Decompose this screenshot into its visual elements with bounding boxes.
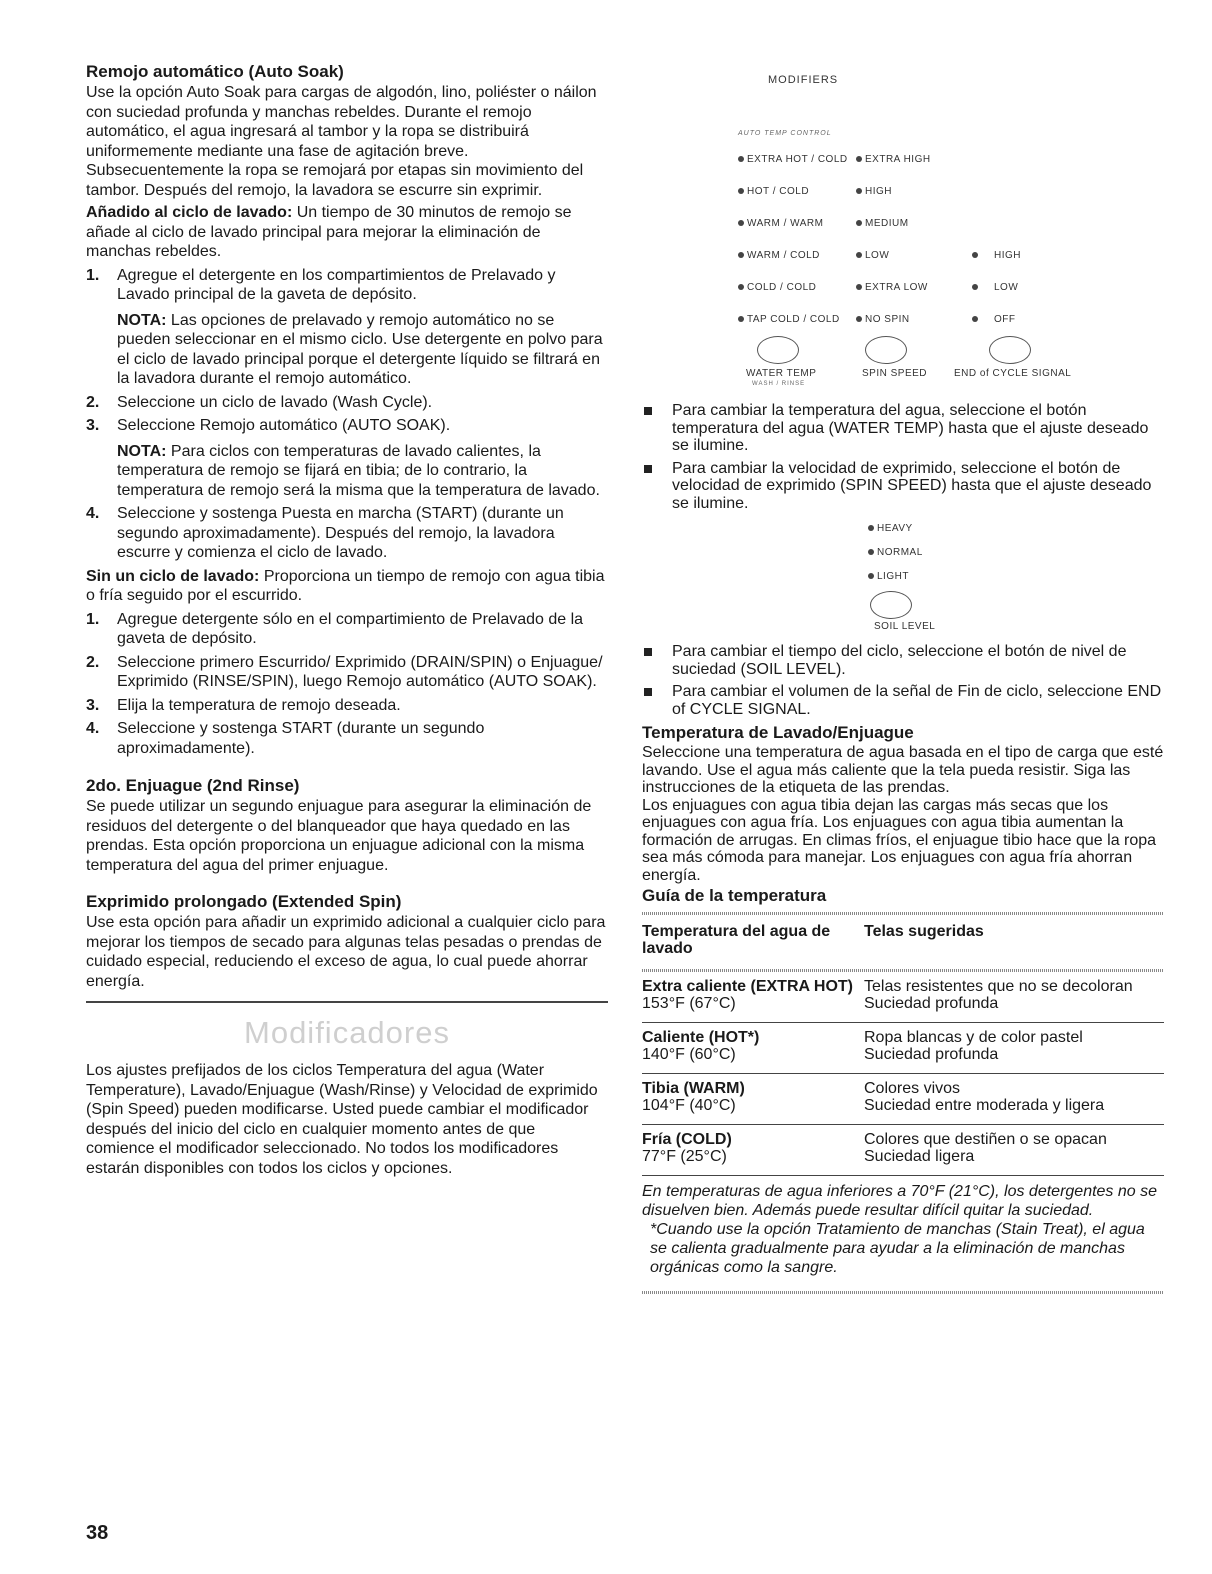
indicator-light [972,252,978,258]
without-cycle-steps [86,610,608,759]
note-text: Para ciclos con temperaturas de lavado calientes, la temperatura de remojo se fijará en tibia; de lo contrario, la temperatura de remojo será la misma que la temperatura de lavado. [117,442,600,499]
modifiers-control-panel [642,62,1164,402]
step-text: Seleccione primero Escurrido/ Exprimido (DRAIN/SPIN) o Enjuague/ Exprimido (RINSE/SPIN), luego Remojo automático (AUTO SOAK). [117,653,603,690]
soil-text: Suciedad ligera [864,1148,975,1165]
step-text: Seleccione un ciclo de lavado (Wash Cycle). [117,393,433,411]
soil-level-panel [642,517,1164,637]
soil-text: Suciedad profunda [864,995,999,1012]
step-text: Agregue el detergente en los compartimientos de Prelavado y Lavado principal de la gaveta de depósito. [117,266,556,303]
spin-option: MEDIUM [856,218,909,229]
table-row [642,1074,1164,1124]
second-rinse-title: 2do. Enjuague (2nd Rinse) [86,776,300,795]
fabric-text: Colores vivos [864,1080,961,1097]
temp-value: 153°F (67°C) [642,995,736,1012]
page-number: 38 [86,1522,109,1544]
header-col-temperature: Temperatura del agua de lavado [642,923,831,957]
fabric-text: Ropa blancas y de color pastel [864,1029,1083,1046]
temp-name: Extra caliente (EXTRA HOT) [642,978,854,995]
list-item [86,416,608,500]
modifiers-heading: Modificadores [244,1015,450,1050]
water-temp-option: TAP COLD / COLD [738,314,840,325]
water-temp-option: WARM / WARM [738,218,823,229]
list-item [86,393,608,413]
modifiers-body: Los ajustes prefijados de los ciclos Temperatura del agua (Water Temperature), Lavado/Enjuague (Wash/Rinse) y Velocidad de exprimido (Spin Speed) pueden modificarse. Usted puede cambiar el modificador después del inicio del ciclo en cualquier momento antes de que comience el modificador seleccionado. No todos los modificadores estarán disponibles con todos los ciclos y opciones. [86,1062,598,1177]
indicator-light [856,252,862,258]
spin-option: LOW [856,250,889,261]
step-number: 3. [86,696,100,714]
spin-option: NO SPIN [856,314,910,325]
indicator-light [856,316,862,322]
table-divider [642,1175,1164,1176]
list-item: Para cambiar el tiempo del ciclo, seleccione el botón de nivel de suciedad (SOIL LEVEL). [642,643,1164,678]
step-number: 2. [86,653,100,671]
header-col-fabrics: Telas sugeridas [864,923,984,940]
soil-text: Suciedad entre moderada y ligera [864,1097,1105,1114]
list-item [86,719,608,758]
water-temp-option: WARM / COLD [738,250,820,261]
list-item: Para cambiar la velocidad de exprimido, seleccione el botón de velocidad de exprimido (SPIN SPEED) hasta que el ajuste deseado se ilumine. [642,460,1164,513]
spin-option: HIGH [856,186,892,197]
water-temp-button[interactable] [757,336,799,364]
soil-option: HEAVY [868,523,913,534]
auto-temp-label: AUTO TEMP CONTROL [738,130,832,137]
indicator-light [738,156,744,162]
spin-option: EXTRA HIGH [856,154,931,165]
extended-spin-body: Use esta opción para añadir un exprimido adicional a cualquier ciclo para mejorar los tiempos de secado para algunas telas pesadas o prendas de cuidado especial, reduciendo el exceso de agua, lo cual puede ahorrar energía. [86,914,606,990]
indicator-light [972,284,978,290]
without-cycle-paragraph [86,567,608,606]
indicator-light [738,316,744,322]
spin-speed-button[interactable] [865,336,907,364]
table-row [642,1125,1164,1175]
note-lead: NOTA: [117,442,167,460]
wash-temp-paragraph: Los enjuagues con agua tibia dejan las cargas más secas que los enjuagues con agua fría. Los enjuagues con agua tibia aumentan la formación de arrugas. En climas fríos, el enjuague tibio hace que la ropa sea más cómoda para manejar. Los enjuagues con agua fría ahorran energía. [642,796,1157,884]
step-text: Elija la temperatura de remojo deseada. [117,696,401,714]
step-number: 4. [86,720,100,737]
list-item [86,696,608,716]
step-text: Agregue detergente sólo en el compartimiento de Prelavado de la gaveta de depósito. [117,610,584,647]
end-of-cycle-signal-label: END of CYCLE SIGNAL [954,368,1072,379]
list-item [86,504,608,563]
table-divider [642,1291,1164,1294]
added-cycle-text: Un tiempo de 30 minutos de remojo se añade al ciclo de lavado principal para mejorar la eliminación de manchas rebeldes. [86,204,572,260]
spin-speed-label: SPIN SPEED [862,368,928,379]
step-number: 2. [86,393,100,411]
temperature-note: En temperaturas de agua inferiores a 70°F (21°C), los detergentes no se disuelven bien. Además puede resultar difícil quitar la suciedad. [642,1183,1158,1219]
auto-soak-body: Use la opción Auto Soak para cargas de algodón, lino, poliéster o náilon con suciedad profunda y manchas rebeldes. Durante el remojo automático, el agua ingresará al tambor y la ropa se distribuirá uniformemente mediante una fase de agitación breve. Subsecuentemente la ropa se remojará por etapas sin movimiento del tambor. Después del remojo, la lavadora se escurre sin exprimir. [86,84,597,199]
water-temp-option: EXTRA HOT / COLD [738,154,848,165]
list-item [86,610,608,649]
indicator-light [868,549,874,555]
step-number: 3. [86,417,100,434]
note-lead: NOTA: [117,311,167,329]
fabric-text: Telas resistentes que no se decoloran [864,978,1133,995]
temp-value: 140°F (60°C) [642,1046,736,1063]
bullet-list [642,402,1164,512]
second-rinse-body: Se puede utilizar un segundo enjuague para asegurar la eliminación de residuos del detergente o del blanqueador que haya quedado en las prendas. Esta opción proporciona un enjuague adicional con la misma temperatura del agua del primer enjuague. [86,798,592,874]
spin-option: EXTRA LOW [856,282,928,293]
step-number: 1. [86,610,100,628]
indicator-light [972,316,978,322]
temperature-table [642,912,1164,1294]
wash-temp-title: Temperatura de Lavado/Enjuague [642,723,914,742]
indicator-light [738,188,744,194]
table-row [642,1023,1164,1073]
water-temp-label: WATER TEMP [746,368,817,379]
bullet-list [642,643,1164,718]
indicator-light [856,156,862,162]
water-temp-sublabel: WASH / RINSE [752,381,806,387]
step-number: 1. [86,266,100,284]
list-item [86,266,608,389]
note-text: Las opciones de prelavado y remojo automático no se pueden seleccionar en el mismo ciclo. Use detergente en polvo para el ciclo de lavado principal porque el detergente líquido se filtrará en la lavadora durante el remojo automático. [117,311,603,387]
indicator-light [856,188,862,194]
indicator-light [856,220,862,226]
added-cycle-lead: Añadido al ciclo de lavado: [86,204,293,221]
soil-option: LIGHT [868,571,909,582]
soil-text: Suciedad profunda [864,1046,999,1063]
temp-name: Caliente (HOT*) [642,1029,760,1046]
indicator-light [738,252,744,258]
panel-title: MODIFIERS [768,74,839,86]
wash-temp-paragraph: Seleccione una temperatura de agua basada en el tipo de carga que esté lavando. Use el agua más caliente que la tela pueda resistir. Siga las instrucciones de la etiqueta de las prendas. [642,744,1164,796]
list-item [86,653,608,692]
step-number: 4. [86,505,100,522]
without-cycle-text: Proporciona un tiempo de remojo con agua tibia o fría seguido por el escurrido. [86,567,605,604]
temp-name: Fría (COLD) [642,1131,732,1148]
indicator-light [868,573,874,579]
signal-option: LOW [972,282,1018,293]
signal-option: OFF [972,314,1016,325]
extended-spin-title: Exprimido prolongado (Extended Spin) [86,892,402,911]
temp-value: 104°F (40°C) [642,1097,736,1114]
left-column [86,62,608,1181]
table-row [642,972,1164,1022]
indicator-light [738,284,744,290]
auto-soak-steps [86,266,608,563]
stain-treat-footnote: *Cuando use la opción Tratamiento de manchas (Stain Treat), el agua se calienta gradualmente para ayudar a la eliminación de manchas orgánicas como la sangre. [650,1221,1145,1276]
soil-level-button[interactable] [870,591,912,619]
table-header [642,915,1164,969]
fabric-text: Colores que destiñen o se opacan [864,1131,1107,1148]
note-paragraph [117,442,608,501]
soil-level-label: SOIL LEVEL [874,621,936,632]
water-temp-option: HOT / COLD [738,186,809,197]
temp-name: Tibia (WARM) [642,1080,745,1097]
temperature-guide-title: Guía de la temperatura [642,886,827,905]
indicator-light [856,284,862,290]
added-cycle-paragraph [86,203,608,262]
soil-option: NORMAL [868,547,923,558]
step-text: Seleccione y sostenga Puesta en marcha (START) (durante un segundo aproximadamente). Después del remojo, la lavadora escurre y comienza el ciclo de lavado. [117,505,564,561]
step-text: Seleccione y sostenga START (durante un segundo aproximadamente). [117,720,485,757]
signal-option: HIGH [972,250,1021,261]
indicator-light [738,220,744,226]
without-cycle-lead: Sin un ciclo de lavado: [86,567,260,585]
water-temp-option: COLD / COLD [738,282,816,293]
right-column [642,62,1164,1294]
list-item: Para cambiar el volumen de la señal de Fin de ciclo, seleccione END of CYCLE SIGNAL. [642,683,1164,718]
section-divider [86,1001,608,1003]
note-paragraph [117,311,608,389]
indicator-light [868,525,874,531]
auto-soak-title: Remojo automático (Auto Soak) [86,62,344,81]
list-item: Para cambiar la temperatura del agua, seleccione el botón temperatura del agua (WATER TEMP) hasta que el ajuste deseado se ilumine. [642,402,1164,455]
end-of-cycle-signal-button[interactable] [989,336,1031,364]
temp-value: 77°F (25°C) [642,1148,727,1165]
step-text: Seleccione Remojo automático (AUTO SOAK). [117,417,451,434]
